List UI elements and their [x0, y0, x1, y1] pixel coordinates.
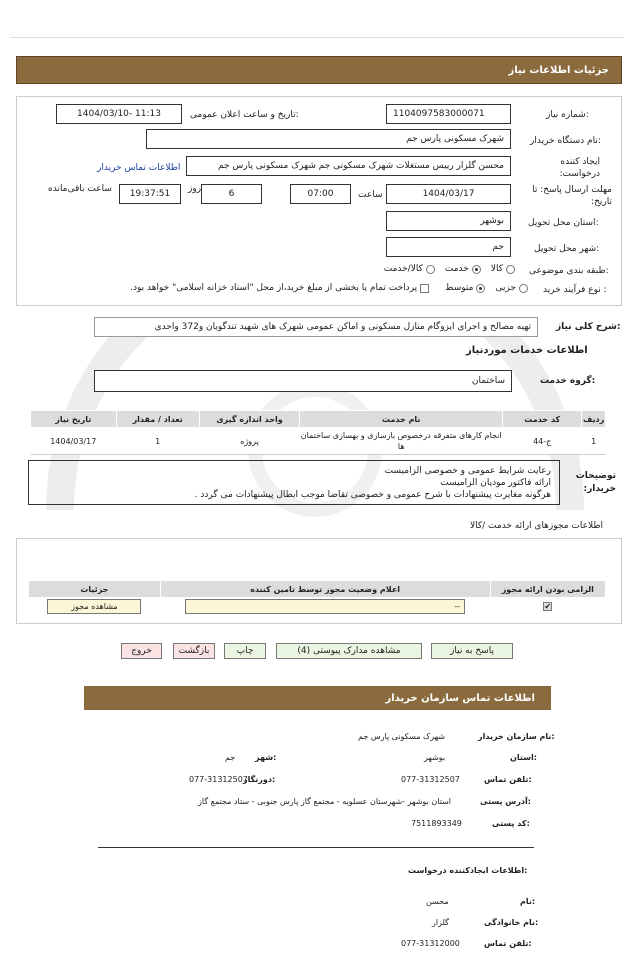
- service-group-label: گروه خدمت:: [540, 376, 596, 386]
- name-value: محسن: [426, 897, 449, 906]
- view-attachments-button[interactable]: مشاهده مدارک پیوستی (4): [276, 643, 422, 659]
- category-option-goods[interactable]: کالا: [491, 264, 515, 274]
- col-qty: تعداد / مقدار: [116, 411, 199, 428]
- category-option-service[interactable]: خدمت: [445, 264, 481, 274]
- process-option-medium[interactable]: متوسط: [445, 283, 485, 293]
- address-label: آدرس پستی:: [480, 797, 531, 806]
- col-details: جزئیات: [29, 581, 161, 598]
- contact-section-title: اطلاعات تماس سازمان خریدار: [385, 692, 535, 704]
- print-button[interactable]: چاپ: [224, 643, 266, 659]
- cell-qty: 1: [116, 428, 199, 455]
- radio-icon[interactable]: [506, 265, 515, 274]
- creator-label: ایجاد کننده درخواست:: [559, 157, 600, 179]
- services-section-title: اطلاعات خدمات موردنیاز: [466, 345, 588, 356]
- checkbox-icon[interactable]: [420, 284, 429, 293]
- radio-icon[interactable]: [426, 265, 435, 274]
- phone-label: تلفن تماس:: [484, 775, 532, 784]
- buyer-org-label: نام دستگاه خریدار:: [530, 136, 601, 146]
- page-title: جزئیات اطلاعات نیاز: [508, 64, 609, 76]
- table-row: [29, 598, 606, 615]
- process-option-partial[interactable]: جزیی: [495, 283, 528, 293]
- postal-label: کد پستی:: [492, 819, 530, 828]
- postal-value: 7511893349: [411, 819, 462, 828]
- view-license-button[interactable]: مشاهده مجوز: [47, 599, 141, 614]
- col-required: الزامی بودن ارائه مجوز: [490, 581, 605, 598]
- summary-label: شرح کلی نیاز:: [556, 322, 621, 332]
- creator-phone-label: تلفن تماس:: [484, 939, 532, 948]
- services-header-row: [31, 411, 606, 428]
- process-label: نوع فرآیند خرید :: [543, 285, 607, 295]
- note-line: ارائه فاکتور مودیان الزامیست: [440, 478, 551, 488]
- name-label: نام:: [520, 897, 536, 906]
- top-divider: [10, 37, 624, 38]
- buyer-contact-link[interactable]: اطلاعات تماس خریدار: [97, 163, 181, 173]
- back-button[interactable]: بازگشت: [173, 643, 215, 659]
- checked-checkbox-icon: ✔: [544, 601, 552, 611]
- time-label: ساعت: [358, 190, 383, 200]
- licenses-title: اطلاعات مجوزهای ارائه خدمت /کالا: [470, 521, 604, 531]
- days-label: روز: [188, 184, 202, 194]
- radio-selected-icon[interactable]: [472, 265, 481, 274]
- category-radio-group: [330, 264, 515, 274]
- category-option-both[interactable]: کالا/خدمت: [384, 264, 435, 274]
- announce-label: تاریخ و ساعت اعلان عمومی:: [190, 110, 299, 120]
- province-label: استان محل تحویل:: [528, 218, 599, 228]
- cell-date: 1404/03/17: [31, 428, 117, 455]
- days-field: 6: [201, 184, 262, 204]
- cell-name: انجام کارهای متفرقه درخصوص بازسازی و بهسازی ساختمان ها: [300, 428, 503, 455]
- city-contact-label: شهر:: [255, 753, 277, 762]
- address-value: استان بوشهر -شهرستان عسلویه - مجتمع گاز پارس جنوبی - ستاد مجتمع گاز: [198, 797, 451, 806]
- province-contact-label: استان:: [510, 753, 537, 762]
- page-header: [16, 56, 622, 84]
- process-radio-group: [53, 283, 528, 293]
- province-field: بوشهر: [386, 211, 511, 231]
- creator-info-title: اطلاعات ایجادکننده درخواست:: [408, 866, 528, 875]
- license-status-field[interactable]: --: [185, 599, 465, 614]
- cell-unit: پروژه: [199, 428, 299, 455]
- buyer-org-field: شهرک مسکونی پارس جم: [146, 129, 511, 149]
- family-value: گلزار: [432, 918, 449, 927]
- family-label: نام خانوادگی:: [484, 918, 539, 927]
- details-cell: [29, 598, 161, 615]
- org-label: نام سازمان خریدار:: [478, 732, 555, 741]
- fax-value: 077-31312507: [189, 775, 248, 784]
- announce-field: 1404/03/10- 11:13: [56, 104, 182, 124]
- cell-code: ج-44: [503, 428, 582, 455]
- city-contact-value: جم: [225, 753, 236, 762]
- service-group-field: ساختمان: [94, 370, 512, 392]
- city-label: شهر محل تحویل:: [534, 244, 600, 254]
- need-number-field: 1104097583000071: [386, 104, 511, 124]
- buyer-notes-label: توضیحات خریدار:: [575, 471, 616, 494]
- creator-phone-value: 077-31312000: [401, 939, 460, 948]
- phone-value: 077-31312507: [401, 775, 460, 784]
- category-label: طبقه بندی موضوعی:: [529, 266, 609, 276]
- services-table: [30, 410, 606, 455]
- org-value: شهرک مسکونی پارس جم: [358, 732, 446, 741]
- province-contact-value: بوشهر: [424, 753, 446, 762]
- need-number-label: شماره نیاز:: [546, 110, 589, 120]
- treasury-option[interactable]: پرداخت تمام یا بخشی از مبلغ خرید،از محل "اسناد خزانه اسلامی" خواهد بود.: [130, 283, 429, 293]
- contact-divider: [98, 847, 534, 848]
- summary-field: تهیه مصالح و اجرای ایزوگام منازل مسکونی و اماکن عمومی شهرک های شهید تندگویان و372 واحدی: [94, 317, 538, 337]
- col-code: کد خدمت: [503, 411, 582, 428]
- status-cell: [160, 598, 490, 615]
- table-row: [31, 428, 606, 455]
- city-field: جم: [386, 237, 511, 257]
- col-date: تاریخ نیاز: [31, 411, 117, 428]
- fax-label: دورنگار:: [243, 775, 276, 784]
- remaining-label: ساعت باقی‌مانده: [48, 184, 112, 194]
- note-line: هرگونه مغایرت پیشنهادات با شرح عمومی و خصوصی تقاضا موجب ابطال پیشنهادات می گردد .: [194, 490, 551, 500]
- required-cell: [490, 598, 605, 615]
- radio-icon[interactable]: [519, 284, 528, 293]
- col-status: اعلام وضعیت مجوز توسط تامین کننده: [160, 581, 490, 598]
- remaining-time-field: 19:37:51: [119, 184, 181, 204]
- buyer-notes-box: [28, 460, 560, 505]
- contact-section-header: [84, 686, 551, 710]
- licenses-header-row: [29, 581, 606, 598]
- licenses-table: [28, 580, 606, 615]
- col-unit: واحد اندازه گیری: [199, 411, 299, 428]
- col-name: نام خدمت: [300, 411, 503, 428]
- cell-row: 1: [582, 428, 606, 455]
- creator-field: محسن گلزار رییس مستغلات شهرک مسکونی جم شهرک مسکونی پارس جم: [186, 156, 511, 176]
- col-row: ردیف: [582, 411, 606, 428]
- reply-button[interactable]: پاسخ به نیاز: [431, 643, 513, 659]
- deadline-date-field: 1404/03/17: [386, 184, 511, 204]
- deadline-time-field: 07:00: [290, 184, 351, 204]
- note-line: رعایت شرایط عمومی و خصوصی الزامیست: [384, 466, 551, 476]
- radio-selected-icon[interactable]: [476, 284, 485, 293]
- exit-button[interactable]: خروج: [121, 643, 162, 659]
- deadline-label: مهلت ارسال پاسخ: تا تاریخ:: [532, 185, 612, 207]
